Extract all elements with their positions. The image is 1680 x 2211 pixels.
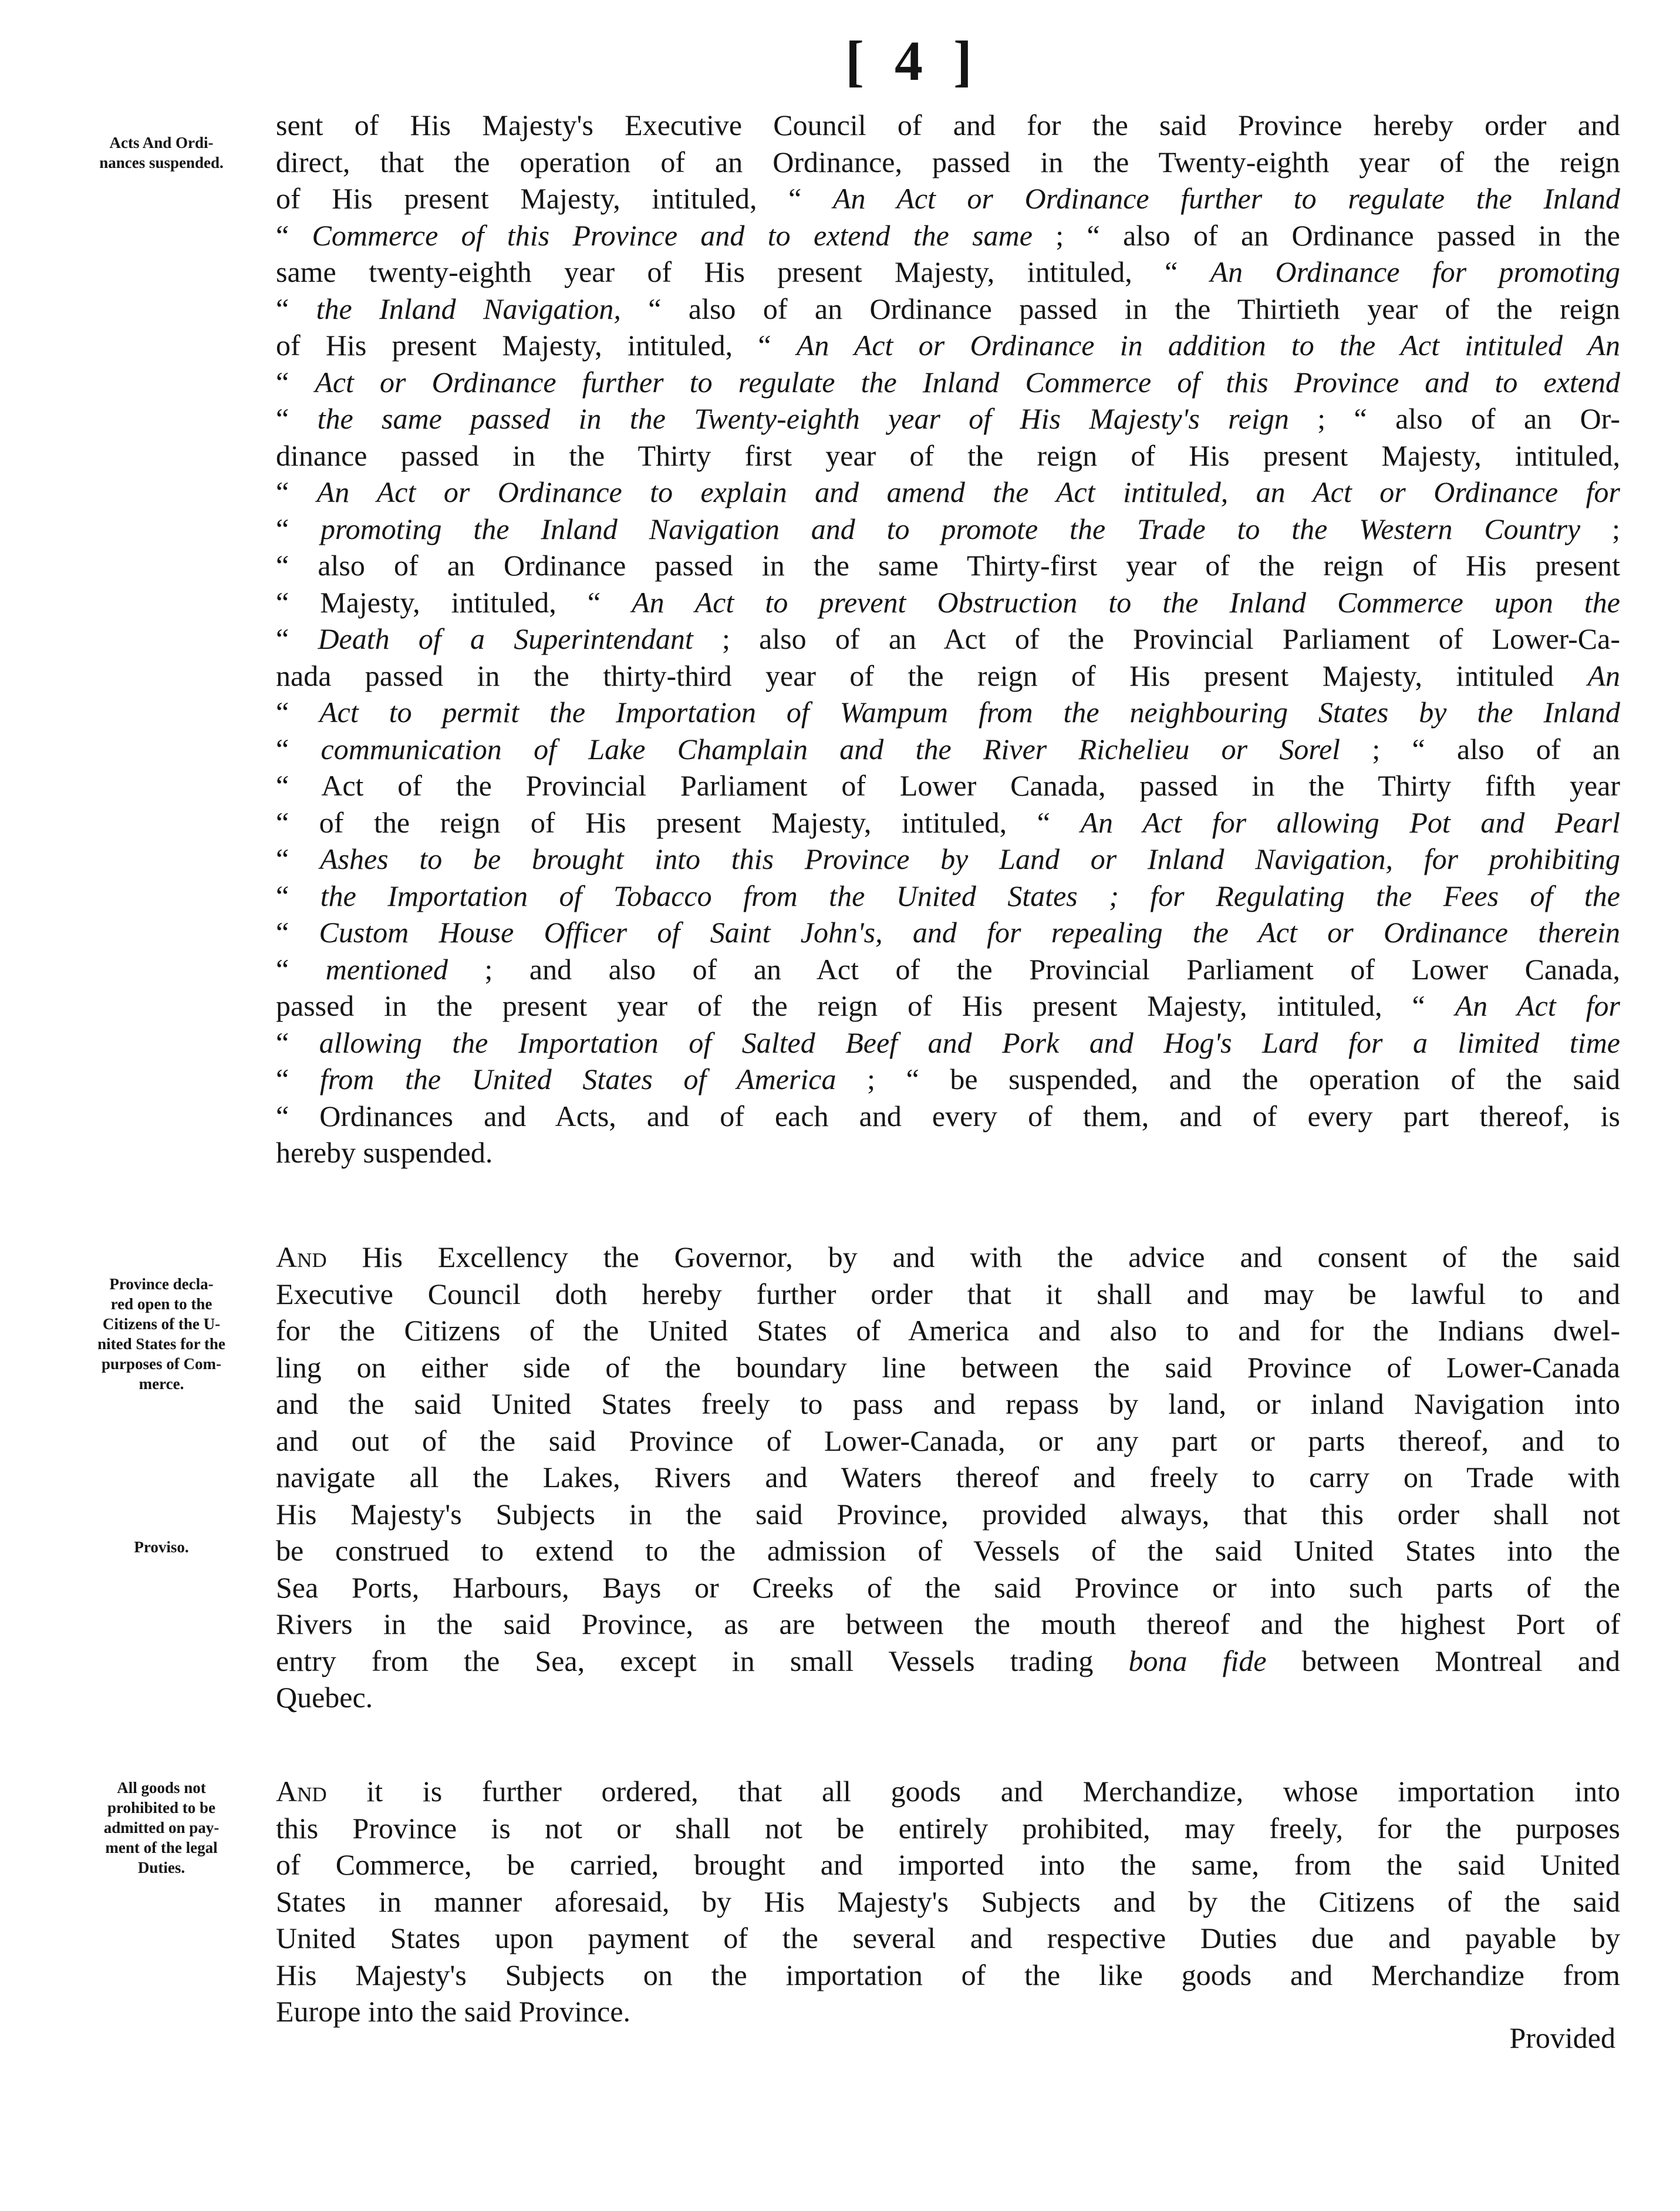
italic-text: Act to permit the Importation of Wampum from the neighbouring States by the Inland bbox=[319, 696, 1620, 729]
italic-text: the same passed in the Twenty-eighth year of His Majesty's reign bbox=[317, 402, 1289, 435]
text-line bbox=[276, 1569, 1620, 1606]
text-line bbox=[276, 291, 1620, 328]
paragraph-goods-admitted bbox=[276, 1773, 1620, 2030]
text-line bbox=[276, 1098, 1620, 1135]
text-run: His Majesty's Subjects on the importation of the like goods and Merchandize from bbox=[276, 1958, 1620, 1991]
text-line bbox=[276, 1496, 1620, 1533]
text-run: “ bbox=[276, 512, 321, 545]
margin-note-line: prohibited to be bbox=[107, 1799, 216, 1816]
text-line bbox=[276, 951, 1620, 988]
text-line bbox=[276, 1679, 1620, 1716]
text-line bbox=[276, 1606, 1620, 1643]
italic-text: Commerce of this Province and to extend the same bbox=[312, 218, 1033, 252]
text-line bbox=[276, 804, 1620, 841]
text-line bbox=[276, 658, 1620, 695]
text-run: “ bbox=[276, 622, 318, 655]
text-run: ; “ also of an Or- bbox=[1288, 402, 1620, 435]
text-run: His Excellency the Governor, by and with the advice and consent of the said bbox=[326, 1241, 1620, 1273]
text-run: “ bbox=[276, 916, 319, 949]
text-run: hereby suspended. bbox=[276, 1136, 493, 1169]
text-line bbox=[276, 1773, 1620, 1810]
italic-text: mentioned bbox=[325, 952, 448, 986]
margin-note-line: ment of the legal bbox=[105, 1839, 218, 1856]
text-run: “ Majesty, intituled, “ bbox=[276, 585, 632, 619]
margin-note-line: Citizens of the U- bbox=[102, 1315, 221, 1333]
text-run: “ bbox=[276, 365, 315, 399]
paragraph-acts-suspended bbox=[276, 107, 1620, 1171]
text-line bbox=[276, 254, 1620, 291]
text-line bbox=[276, 1883, 1620, 1920]
text-line bbox=[276, 1957, 1620, 1994]
text-run: ; also of an Act of the Provincial Parliament of Lower-Ca- bbox=[693, 622, 1620, 655]
margin-note-line: red open to the bbox=[110, 1295, 212, 1313]
text-run: “ Ordinances and Acts, and of each and every of them, and of every part thereof, is bbox=[276, 1099, 1620, 1133]
italic-text: Death of a Superintendant bbox=[318, 622, 693, 655]
text-run: entry from the Sea, except in small Vessels trading bbox=[276, 1644, 1129, 1677]
italic-text: allowing the Importation of Salted Beef and Pork and Hog's Lard for a limited time bbox=[319, 1026, 1620, 1059]
text-run: passed in the present year of the reign of His present Majesty, intituled, “ bbox=[276, 989, 1455, 1022]
text-run: be construed to extend to the admission of Vessels of the said United States into the bbox=[276, 1534, 1620, 1567]
italic-text: communication of Lake Champlain and the River Richelieu or Sorel bbox=[321, 732, 1341, 766]
text-line bbox=[276, 400, 1620, 437]
text-run: same twenty-eighth year of His present Majesty, intituled, “ bbox=[276, 255, 1210, 288]
text-line bbox=[276, 1920, 1620, 1957]
italic-text: Act or Ordinance further to regulate the Inland Commerce of this Province and to extend bbox=[315, 365, 1620, 399]
margin-note-line: Proviso. bbox=[134, 1538, 189, 1556]
text-line bbox=[276, 1349, 1620, 1386]
text-line bbox=[276, 1061, 1620, 1098]
text-line bbox=[276, 511, 1620, 548]
text-run: “ bbox=[276, 696, 320, 729]
text-run: navigate all the Lakes, Rivers and Waters thereof and freely to carry on Trade with bbox=[276, 1461, 1620, 1494]
italic-text: the Inland Navigation, bbox=[316, 292, 621, 325]
italic-text: from the United States of America bbox=[319, 1063, 836, 1096]
margin-note-line: merce. bbox=[139, 1375, 184, 1393]
margin-note-line: All goods not bbox=[117, 1779, 206, 1797]
text-line bbox=[276, 1239, 1620, 1276]
text-run: ling on either side of the boundary line between the said Province of Lower-Canada bbox=[276, 1350, 1620, 1384]
text-line bbox=[276, 1993, 1620, 2030]
margin-note-line: admitted on pay- bbox=[103, 1819, 220, 1836]
text-run: And bbox=[276, 1775, 327, 1808]
text-line bbox=[276, 474, 1620, 511]
text-run: nada passed in the thirty-third year of the reign of His present Majesty, intituled bbox=[276, 659, 1588, 692]
italic-text: An Act or Ordinance further to regulate the Inland bbox=[833, 182, 1620, 215]
text-line bbox=[276, 731, 1620, 768]
margin-note-line: Duties. bbox=[137, 1859, 185, 1876]
italic-text: the Importation of Tobacco from the United States ; for Regulating the Fees of the bbox=[320, 879, 1620, 912]
text-run: and out of the said Province of Lower-Canada, or any part or parts thereof, and to bbox=[276, 1424, 1620, 1457]
text-line bbox=[276, 1643, 1620, 1680]
text-run: ; bbox=[1580, 512, 1620, 545]
text-run: Quebec. bbox=[276, 1681, 373, 1714]
text-run: dinance passed in the Thirty first year of the reign of His present Majesty, intituled, bbox=[276, 439, 1620, 472]
italic-text: An Act for bbox=[1455, 989, 1620, 1022]
text-line bbox=[276, 584, 1620, 621]
text-run: for the Citizens of the United States of America and also to and for the Indians dwel- bbox=[276, 1314, 1620, 1347]
text-line bbox=[276, 1312, 1620, 1349]
italic-text: bona fide bbox=[1128, 1644, 1267, 1677]
text-line bbox=[276, 217, 1620, 254]
text-line bbox=[276, 327, 1620, 364]
text-run: “ bbox=[276, 879, 321, 912]
text-line bbox=[276, 180, 1620, 217]
text-line bbox=[276, 437, 1620, 474]
text-line bbox=[276, 914, 1620, 951]
text-run: “ bbox=[276, 476, 317, 508]
text-line bbox=[276, 1024, 1620, 1061]
margin-note-goods-admitted bbox=[65, 1778, 258, 1878]
text-run: Executive Council doth hereby further order that it shall and may be lawful to and bbox=[276, 1277, 1620, 1310]
text-line bbox=[276, 694, 1620, 731]
text-run: Europe into the said Province. bbox=[276, 1995, 631, 2028]
text-run: States in manner aforesaid, by His Majesty's Subjects and by the Citizens of the said bbox=[276, 1885, 1620, 1918]
text-run: “ also of an Ordinance passed in the same Thirty-first year of the reign of His present bbox=[276, 549, 1620, 582]
text-run: sent of His Majesty's Executive Council of and for the said Province hereby order and bbox=[276, 109, 1620, 141]
text-line bbox=[276, 1459, 1620, 1496]
text-line bbox=[276, 107, 1620, 144]
text-run: “ bbox=[276, 1026, 319, 1059]
text-run: of Commerce, be carried, brought and imported into the same, from the said United bbox=[276, 1848, 1620, 1881]
text-line bbox=[276, 841, 1620, 878]
text-run: Rivers in the said Province, as are between the mouth thereof and the highest Port of bbox=[276, 1607, 1620, 1640]
text-run: And bbox=[276, 1241, 327, 1273]
page-number: [ 4 ] bbox=[845, 29, 980, 92]
margin-note-line: purposes of Com- bbox=[101, 1355, 221, 1373]
text-line bbox=[276, 1423, 1620, 1460]
text-line bbox=[276, 364, 1620, 401]
italic-text: An Ordinance for promoting bbox=[1210, 255, 1621, 288]
text-run: “ bbox=[276, 842, 320, 875]
text-run: “ of the reign of His present Majesty, intituled, “ bbox=[276, 805, 1081, 839]
text-run: “ bbox=[276, 218, 312, 252]
text-run: this Province is not or shall not be entirely prohibited, may freely, for the purposes bbox=[276, 1811, 1620, 1845]
italic-text: An Act to prevent Obstruction to the Inland Commerce upon the bbox=[632, 585, 1620, 619]
italic-text: promoting the Inland Navigation and to promote the Trade to the Western Country bbox=[321, 512, 1581, 545]
italic-text: An Act or Ordinance in addition to the Act intituled An bbox=[796, 329, 1620, 362]
text-line bbox=[276, 547, 1620, 584]
catchword: Provided bbox=[1509, 2021, 1615, 2054]
text-run: direct, that the operation of an Ordinance, passed in the Twenty-eighth year of the reign bbox=[276, 145, 1620, 178]
text-run: of His present Majesty, intituled, “ bbox=[276, 329, 797, 362]
text-line bbox=[276, 1532, 1620, 1569]
text-run: between Montreal and bbox=[1266, 1644, 1621, 1677]
text-line bbox=[276, 878, 1620, 915]
text-run: United States upon payment of the several and respective Duties due and payable by bbox=[276, 1922, 1620, 1954]
text-run: “ bbox=[276, 402, 318, 435]
text-line bbox=[276, 767, 1620, 804]
italic-text: An Act or Ordinance to explain and amend the Act intituled, an Act or Ordinance for bbox=[316, 476, 1620, 508]
text-run: it is further ordered, that all goods and Merchandize, whose importation into bbox=[326, 1775, 1620, 1808]
italic-text: Custom House Officer of Saint John's, and for repealing the Act or Ordinance therein bbox=[319, 916, 1620, 949]
text-line bbox=[276, 621, 1620, 658]
italic-text: Ashes to be brought into this Province by Land or Inland Navigation, for prohibiting bbox=[319, 842, 1620, 875]
text-run: ; “ also of an bbox=[1340, 732, 1621, 766]
text-run: “ Act of the Provincial Parliament of Lower Canada, passed in the Thirty fifth year bbox=[276, 769, 1620, 802]
text-run: ; “ also of an Ordinance passed in the bbox=[1032, 218, 1620, 252]
text-line bbox=[276, 1276, 1620, 1313]
margin-note-line: Acts And Ordi- bbox=[109, 134, 214, 151]
text-run: Sea Ports, Harbours, Bays or Creeks of the said Province or into such parts of the bbox=[276, 1570, 1620, 1604]
text-line bbox=[276, 1386, 1620, 1423]
margin-note-proviso bbox=[65, 1537, 258, 1557]
text-run: “ bbox=[276, 292, 316, 325]
margin-note-line: nited States for the bbox=[97, 1335, 225, 1353]
text-run: “ bbox=[276, 732, 321, 766]
margin-note-acts-suspended bbox=[65, 133, 258, 173]
text-run: “ bbox=[276, 952, 326, 986]
text-run: “ also of an Ordinance passed in the Thirtieth year of the reign bbox=[620, 292, 1620, 325]
text-run: ; and also of an Act of the Provincial Parliament of Lower Canada, bbox=[448, 952, 1621, 986]
paragraph-province-declared bbox=[276, 1239, 1620, 1716]
text-line bbox=[276, 1810, 1620, 1847]
text-line bbox=[276, 1134, 1620, 1171]
text-run: and the said United States freely to pass and repass by land, or inland Navigation into bbox=[276, 1387, 1620, 1420]
text-line bbox=[276, 144, 1620, 181]
text-line bbox=[276, 987, 1620, 1024]
text-run: “ bbox=[276, 1063, 320, 1096]
text-line bbox=[276, 1846, 1620, 1883]
margin-note-line: Province decla- bbox=[109, 1275, 214, 1293]
italic-text: An bbox=[1587, 659, 1620, 692]
margin-note-line: nances suspended. bbox=[99, 154, 224, 171]
text-run: His Majesty's Subjects in the said Province, provided always, that this order shall not bbox=[276, 1497, 1620, 1531]
text-run: of His present Majesty, intituled, “ bbox=[276, 182, 833, 215]
margin-note-province-declared bbox=[65, 1274, 258, 1394]
text-run: ; “ be suspended, and the operation of the said bbox=[836, 1063, 1621, 1096]
italic-text: An Act for allowing Pot and Pearl bbox=[1080, 805, 1620, 839]
